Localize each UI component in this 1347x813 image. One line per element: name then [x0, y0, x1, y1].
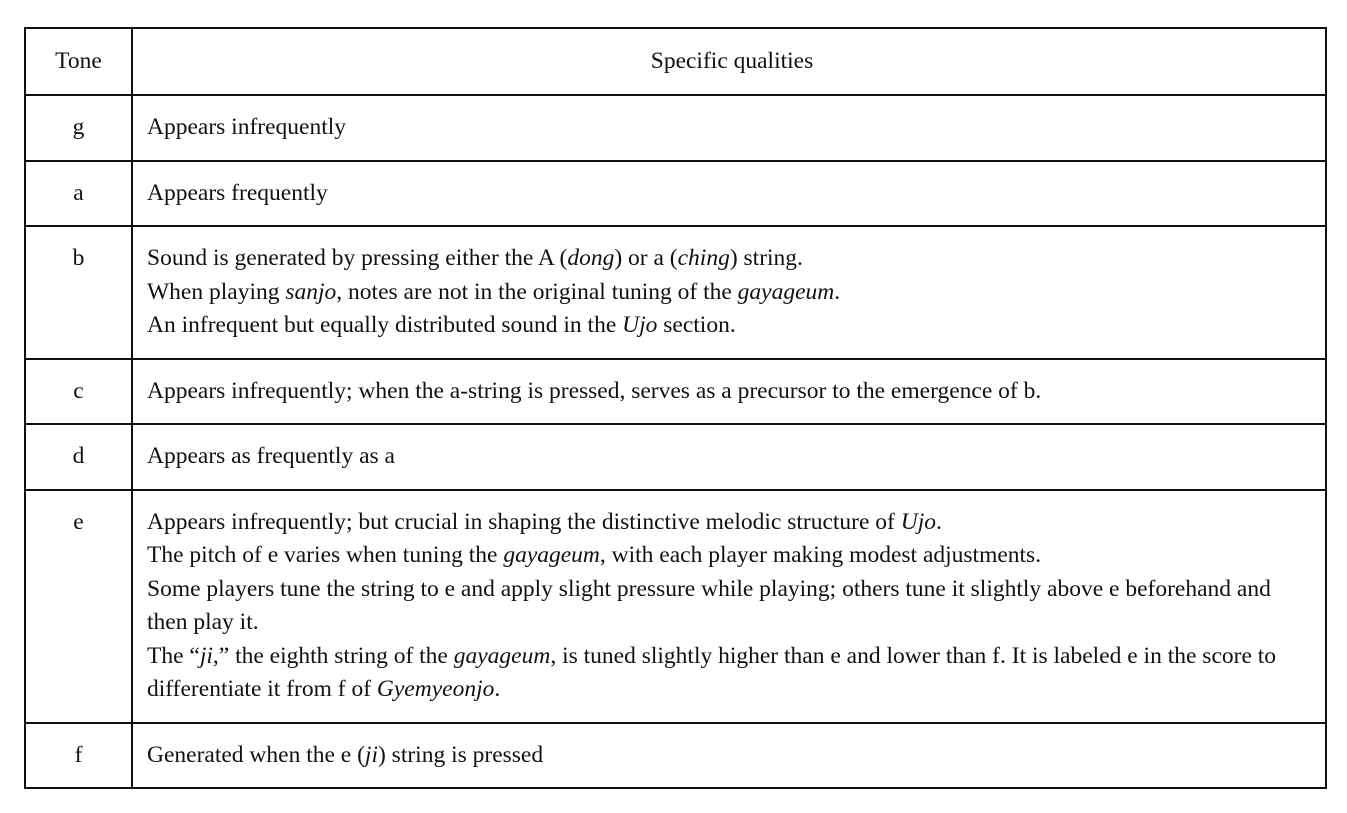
tone-cell: b	[25, 226, 132, 359]
italic-term: dong	[567, 245, 615, 271]
text-segment: .	[834, 278, 841, 305]
quality-line	[147, 111, 1315, 145]
tone-cell: d	[25, 424, 132, 490]
text-segment: , is tuned slightly higher than e and lower than f. It is labeled e in the score to differentiate it from f of	[147, 642, 1277, 702]
tone-cell: a	[25, 161, 132, 227]
italic-term: Gyemyeonjo	[376, 676, 495, 702]
text-segment: Appears frequently	[147, 179, 328, 206]
text-segment: Appears infrequently; when the a-string is pressed, serves as a precursor to the emergence of b.	[147, 377, 1042, 404]
text-segment: .	[936, 508, 942, 535]
quality-line	[147, 242, 1315, 276]
text-segment: Appears as frequently as a	[147, 443, 395, 469]
quality-line	[147, 375, 1315, 409]
qualities-cell	[132, 161, 1326, 227]
table-row	[25, 490, 1326, 723]
text-segment: Some players tune the string to e and apply slight pressure while playing; others tune it slightly above e beforehand and then play it.	[147, 575, 1271, 635]
text-segment: Appears infrequently	[147, 114, 347, 140]
table-row	[25, 424, 1326, 490]
text-segment: The pitch of e varies when tuning the	[147, 542, 504, 568]
qualities-cell	[132, 490, 1326, 723]
text-segment: The “	[147, 642, 200, 669]
text-segment: ) or a (	[614, 245, 678, 271]
qualities-cell	[132, 359, 1326, 425]
italic-term: gayageum	[737, 278, 835, 305]
table-row	[25, 161, 1326, 227]
quality-line	[147, 506, 1315, 540]
italic-term: ji	[199, 642, 213, 669]
text-segment: Generated when the e (	[147, 741, 365, 768]
qualities-cell	[132, 723, 1326, 789]
table-row	[25, 226, 1326, 359]
text-segment: When playing	[147, 278, 286, 305]
header-qualities: Specific qualities	[132, 28, 1326, 95]
text-segment: .	[494, 676, 501, 702]
italic-term: Ujo	[622, 312, 658, 338]
qualities-cell	[132, 226, 1326, 359]
header-tone: Tone	[25, 28, 132, 95]
text-segment: ,” the eighth string of the	[212, 642, 454, 669]
italic-term: Ujo	[900, 508, 936, 535]
tone-cell: c	[25, 359, 132, 425]
italic-term: gayageum	[453, 642, 551, 669]
table-row	[25, 95, 1326, 161]
text-segment: An infrequent but equally distributed sound in the	[147, 312, 623, 338]
table-row	[25, 723, 1326, 789]
text-segment: Appears infrequently; but crucial in shaping the distinctive melodic structure of	[147, 508, 901, 535]
quality-line	[147, 539, 1315, 573]
quality-line	[147, 440, 1315, 474]
qualities-cell	[132, 95, 1326, 161]
text-segment: section.	[657, 312, 736, 338]
tone-cell: f	[25, 723, 132, 789]
italic-term: gayageum	[503, 542, 600, 568]
header-row	[25, 28, 1326, 95]
text-segment: , notes are not in the original tuning of the	[336, 278, 738, 305]
quality-line	[147, 309, 1315, 343]
quality-line	[147, 177, 1315, 211]
text-segment: ) string is pressed	[377, 741, 544, 768]
table-row	[25, 359, 1326, 425]
italic-term: sanjo	[285, 278, 337, 305]
text-segment: , with each player making modest adjustments.	[599, 542, 1042, 568]
tone-cell: e	[25, 490, 132, 723]
tone-cell: g	[25, 95, 132, 161]
text-segment: Sound is generated by pressing either the A (	[147, 245, 568, 271]
text-segment: ) string.	[729, 245, 803, 271]
italic-term: ching	[677, 245, 730, 271]
quality-line	[147, 739, 1315, 773]
tone-qualities-table	[24, 27, 1327, 789]
italic-term: ji	[364, 741, 378, 768]
quality-line	[147, 573, 1315, 640]
qualities-cell	[132, 424, 1326, 490]
quality-line	[147, 276, 1315, 310]
quality-line	[147, 640, 1315, 707]
